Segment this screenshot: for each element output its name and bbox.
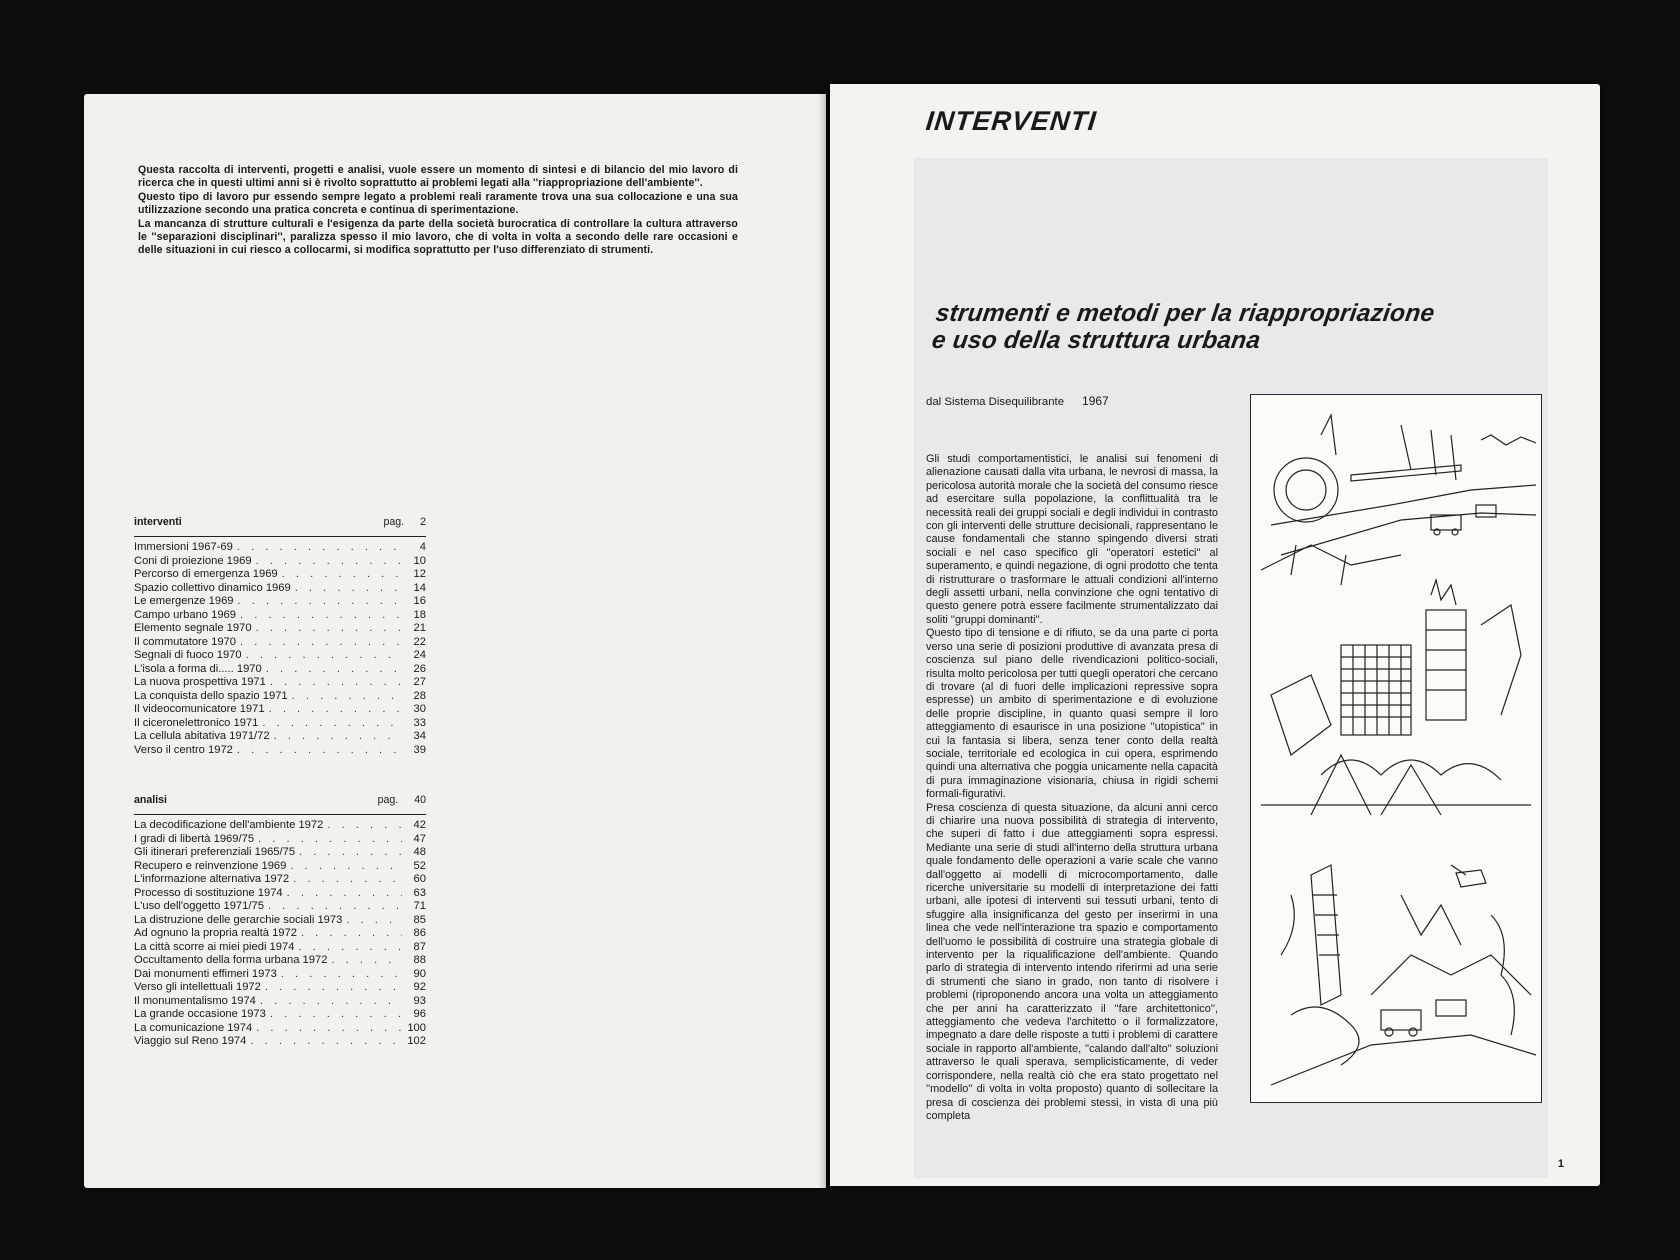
index-entry [134, 555, 426, 569]
index-entry-page: 28 [413, 689, 426, 702]
index-entry-page: 16 [413, 595, 426, 607]
index-list [134, 541, 426, 757]
index-entry [134, 690, 426, 704]
section-heading: INTERVENTI [924, 106, 1099, 136]
source-label: dal Sistema Disequilibrante [926, 396, 1065, 408]
intro-paragraph: Questo tipo di lavoro pur essendo sempre legato a problemi reali raramente trova una sua collocazione e una sua utilizzazione secondo una pratica concreta e continua di sperimentazione. [138, 190, 738, 217]
index-entry-page: 93 [413, 994, 426, 1007]
index-entry-title: Recupero e reinvenzione 1969 [134, 859, 287, 872]
index-entry-title: Spazio collettivo dinamico 1969 [134, 581, 291, 594]
index-entry-title: Verso il centro 1972 [134, 743, 233, 756]
index-entry-page: 34 [413, 730, 426, 742]
index-entry [134, 595, 426, 609]
index-entry-title: Il videocomunicatore 1971 [134, 703, 265, 715]
index-entry [134, 649, 426, 663]
index-entry [134, 730, 426, 744]
index-entry [134, 968, 426, 982]
dot-leader [281, 968, 402, 982]
index-entry [134, 900, 426, 914]
index-section-title: interventi [134, 516, 182, 528]
index-section-title: analisi [134, 794, 167, 806]
index-entry-title: Il ciceronelettronico 1971 [134, 716, 259, 729]
index-entry-page: 100 [407, 1021, 426, 1034]
index-entry [134, 717, 426, 731]
urban-sketches-icon [1251, 395, 1541, 1102]
dot-leader [270, 1008, 402, 1022]
index-header [134, 794, 426, 806]
index-entry-title: La distruzione delle gerarchie sociali 1973 [134, 913, 343, 926]
dot-leader [282, 568, 402, 582]
index-entry-page: 30 [413, 703, 426, 715]
index-entry-title: La decodificazione dell'ambiente 1972 [134, 819, 324, 831]
index-entry-title: L'uso dell'oggetto 1971/75 [134, 900, 264, 912]
divider [134, 814, 426, 815]
dot-leader [274, 730, 402, 744]
index-entry-page: 90 [413, 967, 426, 980]
dot-leader [246, 649, 402, 663]
index-entry-page: 14 [413, 581, 426, 594]
index-entry-page: 92 [413, 981, 426, 993]
index-analisi [134, 794, 426, 1049]
index-entry-page: 12 [413, 568, 426, 580]
index-entry-page: 33 [413, 716, 426, 729]
index-entry-page: 26 [413, 662, 426, 675]
index-section-page: pag. 2 [383, 516, 426, 528]
right-page [830, 84, 1600, 1186]
dot-leader [269, 703, 402, 717]
index-entry-title: Immersioni 1967-69 [134, 541, 233, 553]
index-entry-title: Occultamento della forma urbana 1972 [134, 954, 328, 966]
dot-leader [240, 609, 402, 623]
dot-leader [292, 690, 402, 704]
index-entry [134, 676, 426, 690]
dot-leader [240, 636, 402, 650]
index-entry [134, 995, 426, 1009]
article-body [926, 453, 1218, 1123]
index-entry-title: Gli itinerari preferenziali 1965/75 [134, 846, 296, 858]
index-entry-page: 86 [413, 927, 426, 939]
dot-leader [265, 981, 402, 995]
index-list [134, 819, 426, 1049]
dot-leader [256, 555, 402, 569]
intro-paragraph: La mancanza di strutture culturali e l'esigenza da parte della società burocratica di controllare la cultura attraverso le ''separazioni disciplinari'', paralizza spesso il mio lavoro, che di volta in volta a secondo delle rare occasioni e delle situazioni in cui riesco a collocarmi, si modifica soprattutto per l'uso differenziato di strumenti. [138, 217, 738, 257]
index-entry-title: L'isola a forma di..... 1970 [134, 662, 262, 675]
index-entry-title: Campo urbano 1969 [134, 608, 237, 621]
index-entry-page: 42 [413, 819, 426, 831]
dot-leader [287, 887, 402, 901]
index-entry [134, 622, 426, 636]
index-entry [134, 1035, 426, 1049]
dot-leader [262, 717, 402, 731]
index-entry-title: La cellula abitativa 1971/72 [134, 730, 270, 742]
index-entry-title: Coni di proiezione 1969 [134, 554, 252, 567]
dot-leader [331, 954, 402, 968]
body-paragraph: Questo tipo di tensione e di rifiuto, se da una parte ci porta verso una serie di posizioni produttive di avanzata presa di coscienza sul piano delle rivendicazioni politico-sociali, risulta molto pericolosa per tutti quegli operatori che cercano di trovare (al di fuori delle implicazioni repressive sopra espresse) un ambito di sperimentazione e di evoluzione delle proprie discipline, in quanto quasi sempre il loro atteggiamento di esaurisce in una posizione ''utopistica'' in cui la fantasia si libera, senza tener conto della realtà sociale, territoriale ed ecologica in cui opera, esprimendo quindi una alternativa che poggia unicamente nella capacità di pura immaginazione visionaria, chiusa in rigidi schemi formali-figurativi. [926, 627, 1218, 801]
index-entry [134, 941, 426, 955]
index-entry [134, 744, 426, 758]
index-entry-page: 85 [413, 913, 426, 926]
index-entry [134, 887, 426, 901]
dot-leader [270, 676, 402, 690]
index-entry-page: 18 [413, 608, 426, 621]
body-paragraph: Presa coscienza di questa situazione, da alcuni anni cerco di chiarire una nuova possibilità di strategia di intervento, che superi di fatto i due atteggiamenti sopra espressi. Mediante una serie di studi all'interno della struttura urbana quale fondamento delle operazioni a varie scale che vanno dall'oggetto ai modelli di microcomportamento, dalle ricerche universitarie su modelli di interpretazione dei fatti urbani, alle ipotesi di interventi sui tessuti urbani, tento di sfuggire alla insignificanza del gesto per inserirmi in una linea che vede nell'interazione tra spazio e comportamento dell'uomo le possibilità di costruire una strategia globale di intervento per la riqualificazione dell'ambiente. Quando parlo di strategia di intervento intendo riferirmi ad una serie di strumenti che siano in grado, non tanto di risolvere i problemi (riproponendo ancora una volta un atteggiamento che per anni ha caratterizzato il ''fare architettonico'', atteggiamento che vedeva l'architetto o il formalizzatore, impegnato a dare delle risposte a tutti i problemi di carattere sociale in rapporto all'ambiente, ''calando dall'alto'' soluzioni attraverso le quali sperava, semplicisticamente, di veder corrispondere, nella realtà ciò che era stato progettato nel ''modello'' di volta in volta proposto) quanto di sollecitare la presa di coscienza dei problemi stessi, in vista di una più completa [926, 801, 1218, 1122]
dot-leader [268, 900, 402, 914]
index-entry-title: I gradi di libertà 1969/75 [134, 832, 255, 845]
index-entry-page: 60 [413, 873, 426, 885]
index-entry-page: 48 [413, 846, 426, 858]
index-entry [134, 582, 426, 596]
index-entry [134, 541, 426, 555]
index-entry [134, 1008, 426, 1022]
intro-paragraph: Questa raccolta di interventi, progetti e analisi, vuole essere un momento di sintesi e di bilancio del mio lavoro di ricerca che in questi ultimi anni si è rivolto soprattutto ai problemi legati alla ''riappropriazione dell'ambiente''. [138, 164, 738, 190]
index-entry-page: 71 [413, 900, 426, 912]
dot-leader [260, 995, 402, 1009]
index-entry-page: 47 [413, 832, 426, 845]
index-entry-page: 24 [413, 649, 426, 661]
index-entry-title: La nuova prospettiva 1971 [134, 676, 266, 688]
dot-leader [301, 927, 402, 941]
index-entry [134, 833, 426, 847]
index-entry [134, 846, 426, 860]
dot-leader [299, 846, 402, 860]
intro-text [138, 164, 738, 258]
page-number: 1 [1557, 1158, 1564, 1170]
index-entry-title: Segnali di fuoco 1970 [134, 649, 242, 661]
index-entry [134, 914, 426, 928]
dot-leader [250, 1035, 402, 1049]
dot-leader [238, 595, 402, 609]
index-entry [134, 568, 426, 582]
index-entry-page: 22 [413, 635, 426, 648]
index-entry-page: 87 [413, 940, 426, 953]
dot-leader [327, 819, 402, 833]
index-entry-page: 39 [413, 743, 426, 756]
index-entry [134, 819, 426, 833]
index-entry-title: Ad ognuno la propria realtà 1972 [134, 927, 297, 939]
dot-leader [266, 663, 402, 677]
index-entry [134, 873, 426, 887]
index-entry [134, 663, 426, 677]
index-entry-title: La conquista dello spazio 1971 [134, 689, 288, 702]
dot-leader [256, 622, 402, 636]
index-entry-page: 96 [413, 1008, 426, 1020]
dot-leader [237, 744, 402, 758]
index-entry-title: Verso gli intellettuali 1972 [134, 981, 261, 993]
dot-leader [290, 860, 402, 874]
dot-leader [295, 582, 402, 596]
article-title-line: e uso della struttura urbana [930, 327, 1263, 354]
dot-leader [293, 873, 402, 887]
index-entry-page: 27 [413, 676, 426, 688]
index-entry [134, 1022, 426, 1036]
index-entry-title: Le emergenze 1969 [134, 595, 234, 607]
dot-leader [258, 833, 402, 847]
index-entry [134, 703, 426, 717]
source-year: 1967 [1082, 394, 1109, 408]
index-entry-title: L'informazione alternativa 1972 [134, 873, 290, 885]
article-title-line: strumenti e metodi per la riappropriazione [934, 300, 1437, 327]
index-entry-title: La comunicazione 1974 [134, 1021, 253, 1034]
index-entry-page: 88 [413, 954, 426, 966]
index-entry-title: Processo di sostituzione 1974 [134, 886, 283, 899]
urban-sketch-illustration [1250, 394, 1542, 1103]
dot-leader [237, 541, 402, 555]
index-entry [134, 927, 426, 941]
dot-leader [256, 1022, 402, 1036]
index-entry-page: 21 [413, 622, 426, 634]
index-entry-title: La città scorre ai miei piedi 1974 [134, 940, 295, 953]
index-entry-page: 10 [413, 554, 426, 567]
dot-leader [298, 941, 402, 955]
index-entry [134, 981, 426, 995]
index-interventi [134, 516, 426, 757]
index-entry [134, 860, 426, 874]
index-entry-title: Dai monumenti effimeri 1973 [134, 967, 277, 980]
index-entry-title: Elemento segnale 1970 [134, 622, 252, 634]
index-entry [134, 609, 426, 623]
index-entry-title: Viaggio sul Reno 1974 [134, 1035, 247, 1047]
dot-leader [346, 914, 402, 928]
article-title [930, 300, 1578, 354]
index-entry [134, 954, 426, 968]
index-entry-title: Il commutatore 1970 [134, 635, 236, 648]
index-entry-title: Percorso di emergenza 1969 [134, 568, 278, 580]
index-entry-title: Il monumentalismo 1974 [134, 994, 256, 1007]
body-paragraph: Gli studi comportamentistici, le analisi sui fenomeni di alienazione causati dalla vita urbana, le nevrosi di massa, la pericolosa autorità morale che la società del consumo riesce ad esercitare sulla popolazione, la conflittualità tra le necessità reali dei gruppi sociali e degli individui in contrasto con gli interventi delle strutture decisionali, rappresentano le cause fondamentali che stanno spingendo diversi strati sociali e nel caso specifico gli ''operatori estetici'' al superamento, e quindi negazione, di ogni prodotto che tenta di ristrutturare o trasformare le attuali condizioni all'interno degli assetti urbani, nella convinzione che ogni tentativo di questo genere potrà essere facilmente strumentalizzato dai soliti ''gruppi dominanti''. [926, 453, 1218, 626]
left-page [84, 94, 826, 1188]
index-section-page: pag. 40 [377, 794, 426, 806]
index-entry [134, 636, 426, 650]
index-entry-page: 52 [413, 859, 426, 872]
index-entry-page: 102 [407, 1035, 426, 1047]
index-entry-title: La grande occasione 1973 [134, 1008, 266, 1020]
index-entry-page: 4 [419, 541, 426, 553]
divider [134, 536, 426, 537]
index-entry-page: 63 [413, 886, 426, 899]
source-line [926, 394, 1109, 408]
index-header [134, 516, 426, 528]
